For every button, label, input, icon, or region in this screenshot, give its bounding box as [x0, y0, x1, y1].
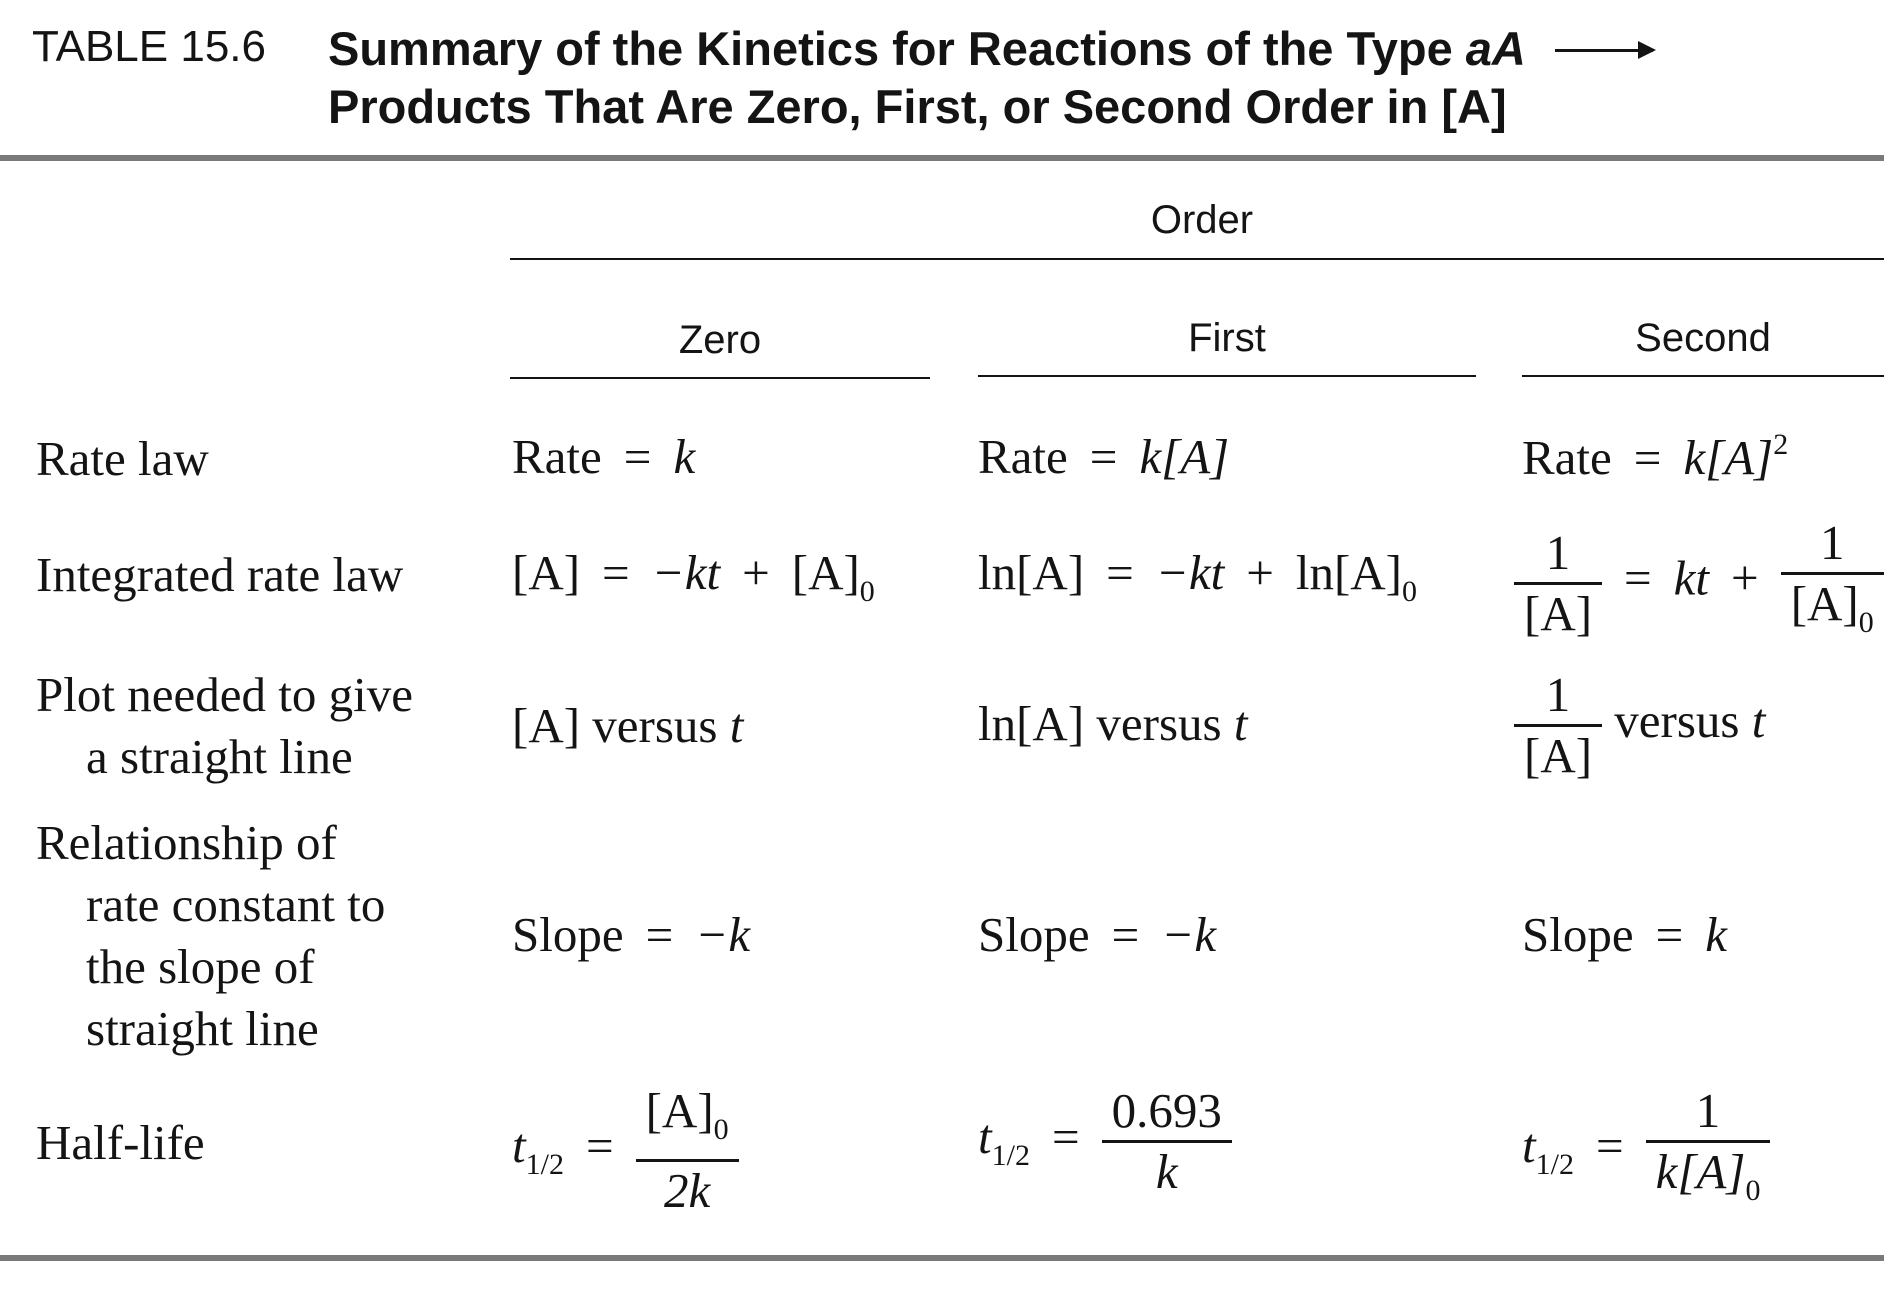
first-header-rule — [978, 375, 1476, 377]
title-line-2: Products That Are Zero, First, or Second Order in [A] — [328, 80, 1507, 133]
order-rule — [510, 258, 1884, 260]
fraction-one-over-a0: $\frac{1}{[A]_0}$ — [1781, 514, 1884, 652]
half-life-first-fraction: $\frac{0.693}{k}$ — [1102, 1082, 1232, 1201]
slope-zero: Slope = −k — [512, 907, 751, 962]
second-header-rule — [1522, 375, 1884, 377]
half-life-zero-fraction: $\frac{[A]_0}{2k}$ — [636, 1082, 739, 1220]
order-group-header: Order — [1150, 198, 1254, 242]
title-reactant: aA — [1465, 22, 1526, 75]
row-label-rate-law: Rate law — [36, 431, 209, 486]
column-header-second: Second — [1635, 316, 1771, 360]
row-label-half-life: Half-life — [36, 1115, 205, 1170]
integrated-zero: $[A] = -kt + [A]_0$ — [512, 545, 875, 608]
title-line-1: Summary of the Kinetics for Reactions of the Type aA — [328, 20, 1653, 78]
rate-law-zero: Rate = k — [512, 429, 696, 484]
plot-zero: [A] versus t — [512, 698, 744, 753]
plot-first: ln[A] versus t — [978, 696, 1248, 751]
slope-first: Slope = −k — [978, 907, 1217, 962]
slope-second: Slope = k — [1522, 907, 1728, 962]
table-number: TABLE 15.6 — [32, 22, 266, 71]
table-title — [328, 20, 1653, 136]
half-life-first: $t_{1/2}$ = $\frac{0.693}{k}$ — [978, 1082, 1232, 1201]
fraction-one-over-a-plot: $\frac{1}{[A]}$ — [1514, 666, 1602, 785]
integrated-first: $\ln[A] = -kt + \ln[A]_0$ — [978, 545, 1417, 608]
half-life-zero: $t_{1/2}$ = $\frac{[A]_0}{2k}$ — [512, 1082, 739, 1220]
rate-law-first: Rate = k[A] — [978, 429, 1230, 484]
row-label-integrated-rate-law: Integrated rate law — [36, 547, 404, 602]
half-life-second-fraction: $\frac{1}{k[A]_0}$ — [1646, 1082, 1771, 1220]
zero-header-rule — [510, 377, 930, 379]
plot-second: $\frac{1}{[A]}$ versus t — [1514, 666, 1765, 785]
half-life-second: $t_{1/2}$ = $\frac{1}{k[A]_0}$ — [1522, 1082, 1770, 1220]
row-label-slope: Relationship of rate constant to the slope of straight line — [36, 815, 386, 1056]
column-header-first: First — [1188, 316, 1266, 360]
rate-law-second: Rate = $k[A]^2$ — [1522, 428, 1789, 485]
bottom-thick-rule — [0, 1255, 1884, 1261]
integrated-second: $\frac{1}{[A]}$ = kt + $\frac{1}{[A]_0}$ — [1514, 514, 1884, 652]
fraction-one-over-a: $\frac{1}{[A]}$ — [1514, 524, 1602, 643]
column-header-zero: Zero — [678, 318, 762, 362]
top-thick-rule — [0, 155, 1884, 161]
row-label-plot: Plot needed to give a straight line — [36, 667, 413, 784]
reaction-arrow-icon — [1555, 49, 1653, 52]
